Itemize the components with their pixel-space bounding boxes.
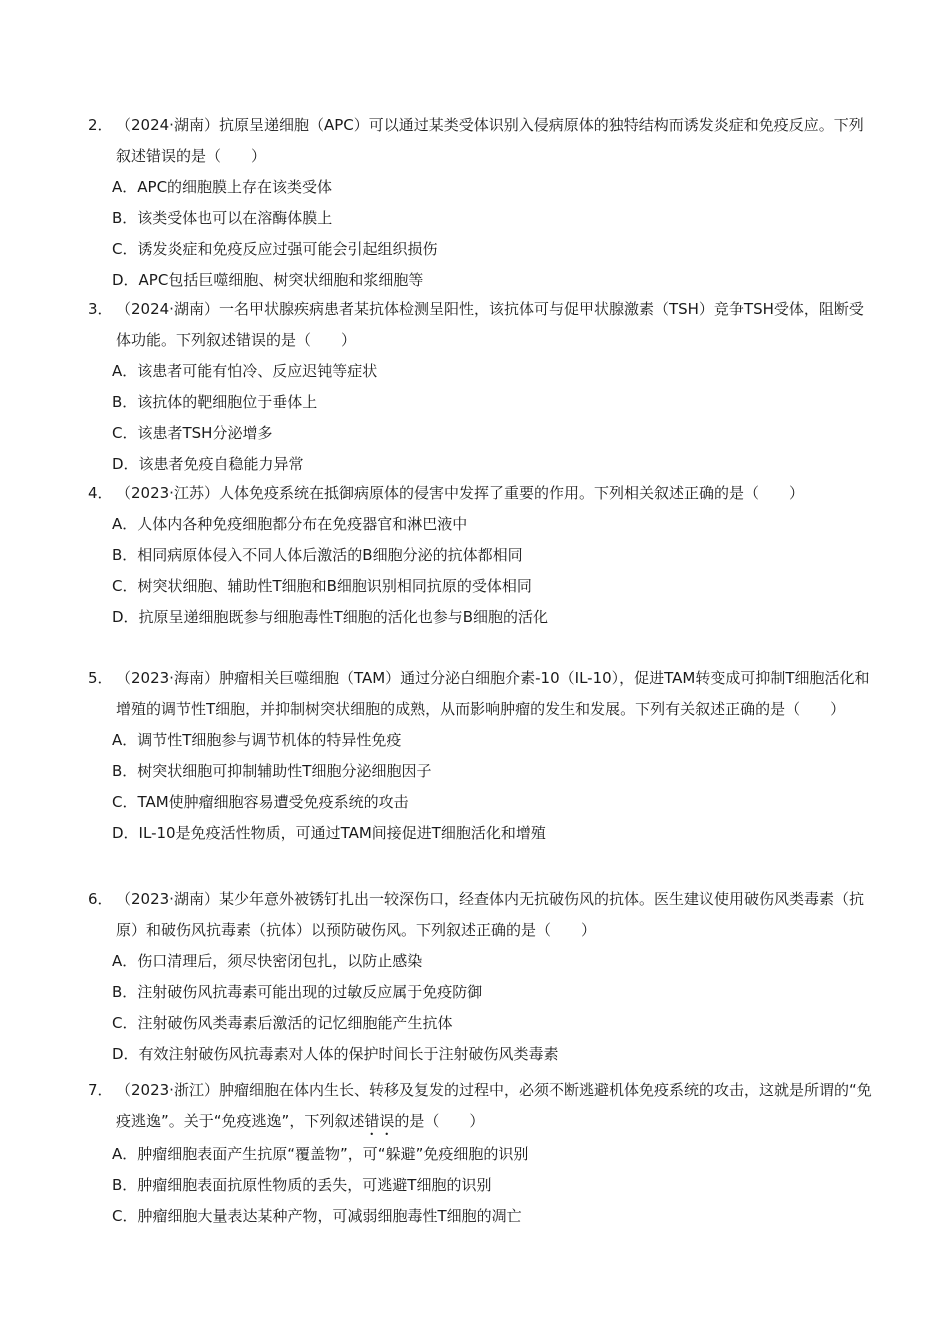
option-c: C．诱发炎症和免疫反应过强可能会引起组织损伤: [112, 240, 438, 258]
option-d: D．抗原呈递细胞既参与细胞毒性T细胞的活化也参与B细胞的活化: [112, 608, 549, 626]
question-stem: [88, 663, 878, 725]
question-text: （2023·江苏）人体免疫系统在抵御病原体的侵害中发挥了重要的作用。下列相关叙述正确的是（ ）: [116, 484, 804, 502]
question-stem: [88, 110, 878, 172]
question-text: （2023·湖南）某少年意外被锈钉扎出一较深伤口，经查体内无抗破伤风的抗体。医生建议使用破伤风类毒素（抗原）和破伤风抗毒素（抗体）以预防破伤风。下列叙述正确的是（ ）: [116, 890, 864, 939]
question-number: 7．: [88, 1081, 113, 1099]
question-text-end: 的是（ ）: [394, 1112, 485, 1130]
question-4: [88, 478, 878, 633]
option-a: A．人体内各种免疫细胞都分布在免疫器官和淋巴液中: [112, 515, 468, 533]
option-d: D．有效注射破伤风抗毒素对人体的保护时间长于注射破伤风类毒素: [112, 1045, 559, 1063]
option-c: C．该患者TSH分泌增多: [112, 424, 273, 442]
option-b: B．树突状细胞可抑制辅助性T细胞分泌细胞因子: [112, 762, 432, 780]
question-stem: [88, 294, 878, 356]
question-3: [88, 294, 878, 480]
question-7: [88, 1075, 878, 1232]
question-5: [88, 663, 878, 849]
question-2: [88, 110, 878, 296]
option-d: D．IL-10是免疫活性物质，可通过TAM间接促进T细胞活化和增殖: [112, 824, 546, 842]
option-a: A．APC的细胞膜上存在该类受体: [112, 178, 333, 196]
option-c: C．TAM使肿瘤细胞容易遭受免疫系统的攻击: [112, 793, 409, 811]
option-b: B．该类受体也可以在溶酶体膜上: [112, 209, 333, 227]
question-number: 2．: [88, 116, 113, 134]
option-d: D．APC包括巨噬细胞、树突状细胞和浆细胞等: [112, 271, 424, 289]
question-stem: [88, 884, 878, 946]
option-a: A．该患者可能有怕冷、反应迟钝等症状: [112, 362, 378, 380]
question-text: （2024·湖南）抗原呈递细胞（APC）可以通过某类受体识别入侵病原体的独特结构而诱发炎症和免疫反应。下列叙述错误的是（ ）: [116, 116, 864, 165]
option-a: A．肿瘤细胞表面产生抗原“覆盖物”，可“躲避”免疫细胞的识别: [112, 1145, 529, 1163]
option-b: B．注射破伤风抗毒素可能出现的过敏反应属于免疫防御: [112, 983, 483, 1001]
question-6: [88, 884, 878, 1070]
option-c: C．树突状细胞、辅助性T细胞和B细胞识别相同抗原的受体相同: [112, 577, 532, 595]
question-text: （2023·浙江）肿瘤细胞在体内生长、转移及复发的过程中，必须不断逃避机体免疫系统的攻击，这就是所谓的“免疫逃逸”。关于“免疫逃逸”，下列叙述: [116, 1081, 872, 1130]
option-a: A．调节性T细胞参与调节机体的特异性免疫: [112, 731, 402, 749]
emphasized-word: 错误: [364, 1112, 395, 1130]
option-b: B．肿瘤细胞表面抗原性物质的丢失，可逃避T细胞的识别: [112, 1176, 492, 1194]
option-b: B．该抗体的靶细胞位于垂体上: [112, 393, 318, 411]
option-a: A．伤口清理后，须尽快密闭包扎，以防止感染: [112, 952, 423, 970]
question-text: （2024·湖南）一名甲状腺疾病患者某抗体检测呈阳性，该抗体可与促甲状腺激素（TSH）竞争TSH受体，阻断受体功能。下列叙述错误的是（ ）: [116, 300, 864, 349]
question-number: 3．: [88, 300, 113, 318]
option-b: B．相同病原体侵入不同人体后激活的B细胞分泌的抗体都相同: [112, 546, 523, 564]
question-number: 4．: [88, 484, 113, 502]
option-d: D．该患者免疫自稳能力异常: [112, 455, 304, 473]
question-stem: [88, 478, 878, 509]
question-stem: [88, 1075, 878, 1139]
option-c: C．肿瘤细胞大量表达某种产物，可减弱细胞毒性T细胞的凋亡: [112, 1207, 522, 1225]
question-text: （2023·海南）肿瘤相关巨噬细胞（TAM）通过分泌白细胞介素-10（IL-10），促进TAM转变成可抑制T细胞活化和增殖的调节性T细胞，并抑制树突状细胞的成熟，从而影响肿瘤的发生和发展。下列有关叙述正确的是（ ）: [116, 669, 870, 718]
question-number: 6．: [88, 890, 113, 908]
option-c: C．注射破伤风类毒素后激活的记忆细胞能产生抗体: [112, 1014, 453, 1032]
question-number: 5．: [88, 669, 113, 687]
